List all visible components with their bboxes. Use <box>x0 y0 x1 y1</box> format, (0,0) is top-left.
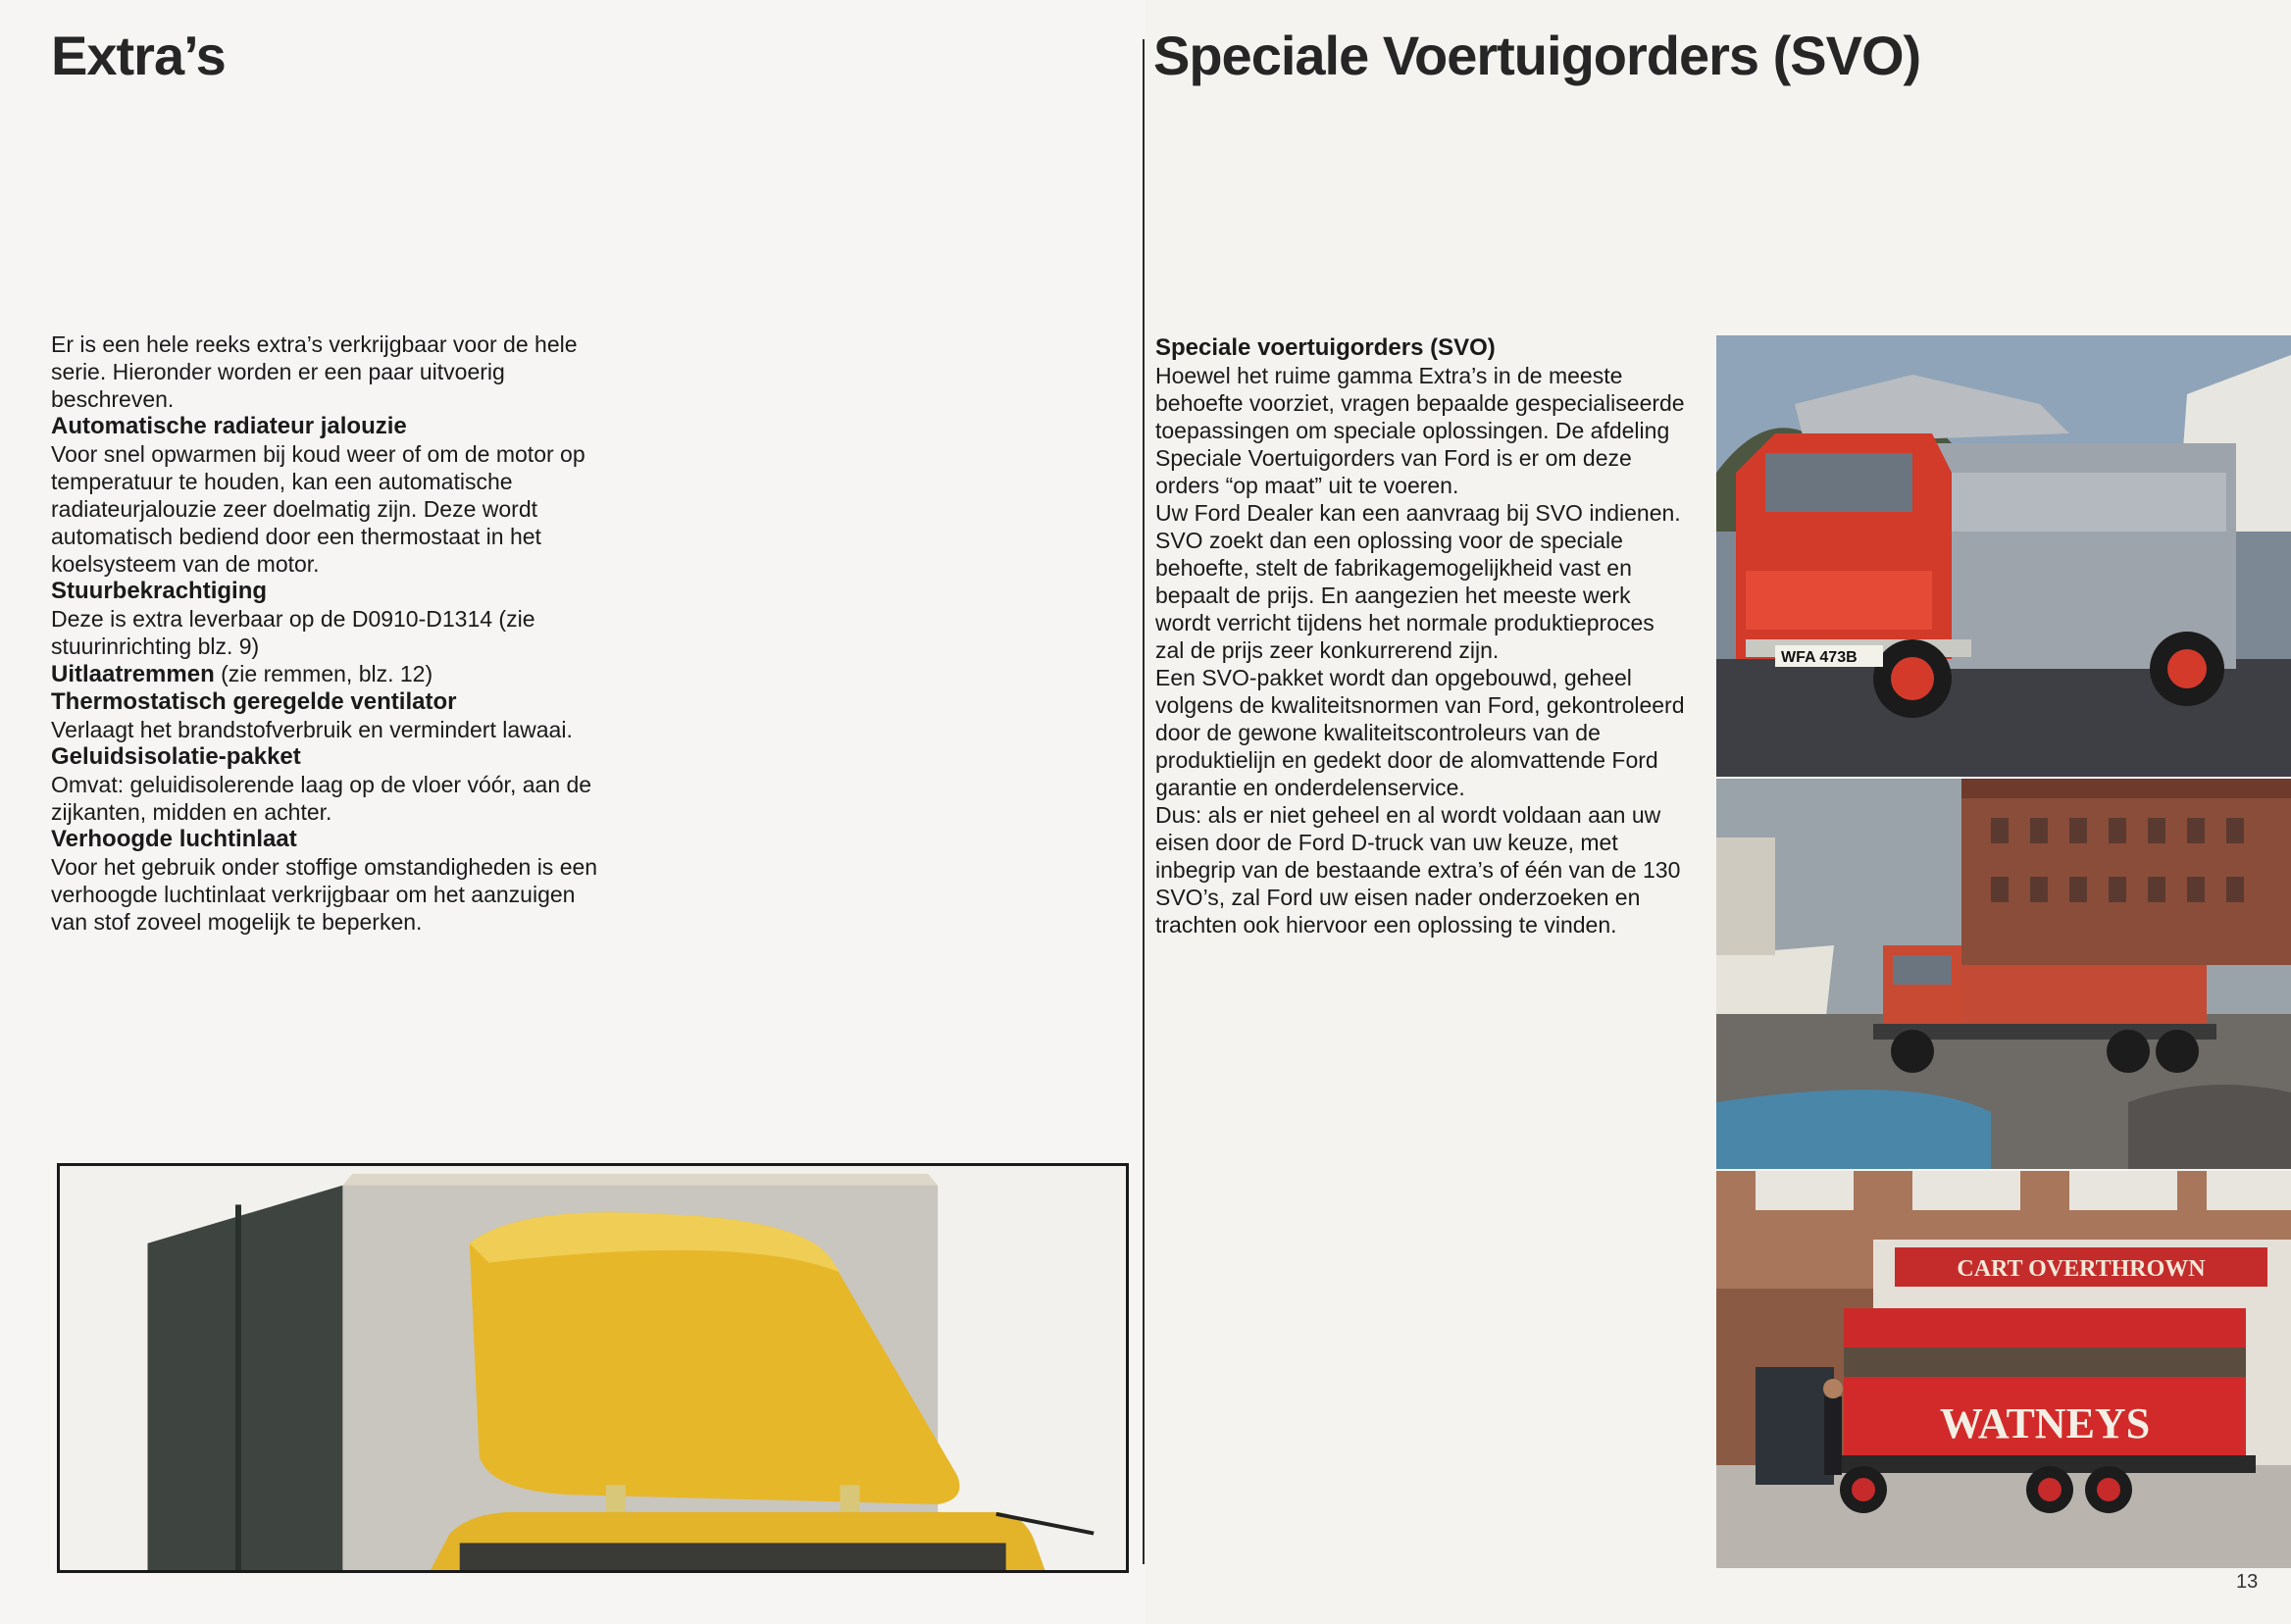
extras-item-text: Verlaagt het brandstofverbruik en vermindert lawaai. <box>51 717 573 742</box>
extras-item-text: Deze is extra leverbaar op de D0910-D1314 (zie stuurinrichting blz. 9) <box>51 606 535 659</box>
svo-paragraph: Dus: als er niet geheel en al wordt voldaan aan uw eisen door de Ford D-truck van uw keuze, met inbegrip van de bestaande extra’s of één van de 130 SVO’s, zal Ford uw eisen nader onderzoeken en trachten ook hiervoor een oplossing te vinden. <box>1155 802 1681 938</box>
truck-lettering: WATNEYS <box>1939 1399 2151 1447</box>
extras-text-column <box>51 330 600 936</box>
extras-intro: Er is een hele reeks extra’s verkrijgbaar voor de hele serie. Hieronder worden er een paar uitvoerig beschreven. <box>51 331 578 412</box>
extras-item-text: Voor snel opwarmen bij koud weer of om de motor op temperatuur te houden, kan een automatische radiateurjalouzie zeer doelmatig zijn. Deze wordt automatisch bediend door een thermostaat in het koelsysteem van de motor. <box>51 441 585 577</box>
extras-item-inline <box>51 660 600 688</box>
extras-item-text: Omvat: geluidisolerende laag op de vloer vóór, aan de zijkanten, midden en achter. <box>51 772 592 825</box>
svo-paragraph: Uw Ford Dealer kan een aanvraag bij SVO indienen. SVO zoekt dan een oplossing voor de speciale behoefte, stelt de fabrikagemogelijkheid vast en bepaalt de prijs. En aangezien het meeste werk wordt verricht tijdens het normale produktieproces zal de prijs zeer konkurrerend zijn. <box>1155 500 1681 663</box>
svo-paragraph: Een SVO-pakket wordt dan opgebouwd, geheel volgens de kwaliteitsnormen van Ford, gekontroleerd door de gewone kwaliteitscontroleurs van de produktielijn en gedekt door de alomvattende Ford garantie en onderdelenservice. <box>1155 665 1685 800</box>
photo-watneys-truck <box>1716 1171 2291 1568</box>
svo-heading: Speciale voertuigorders (SVO) <box>1155 334 1496 361</box>
left-page-title: Extra’s <box>51 25 226 86</box>
pub-sign: CART OVERTHROWN <box>1957 1256 2206 1282</box>
extras-item-heading: Uitlaatremmen <box>51 661 215 687</box>
svo-paragraph: Hoewel het ruime gamma Extra’s in de meeste behoefte voorziet, vragen bepaalde gespecialiseerde toepassingen om speciale oplossingen. De afdeling Speciale Voertuigorders van Ford is er om deze orders “op maat” uit te voeren. <box>1155 363 1685 498</box>
extras-item-heading: Geluidsisolatie-pakket <box>51 743 301 770</box>
svo-text-column <box>1155 334 1685 939</box>
photo-truck-harbour <box>1716 779 2291 1169</box>
extras-item-heading: Thermostatisch geregelde ventilator <box>51 688 457 715</box>
page-divider <box>1143 39 1145 1564</box>
extras-item-heading: Automatische radiateur jalouzie <box>51 413 407 439</box>
fire-engine-plate: WFA 473B <box>1781 649 1858 666</box>
photo-truck-air-deflector <box>57 1163 1129 1573</box>
photo-fire-engine <box>1716 335 2291 777</box>
extras-item-heading: Stuurbekrachtiging <box>51 578 268 604</box>
extras-item-text: Voor het gebruik onder stoffige omstandigheden is een verhoogde luchtinlaat verkrijgbaar om het aanzuigen van stof zoveel mogelijk te beperken. <box>51 854 598 935</box>
page-number: 13 <box>2236 1571 2259 1593</box>
extras-item-text: (zie remmen, blz. 12) <box>214 661 433 686</box>
extras-item-heading: Verhoogde luchtinlaat <box>51 826 297 852</box>
right-page-title: Speciale Voertuigorders (SVO) <box>1153 25 1921 86</box>
